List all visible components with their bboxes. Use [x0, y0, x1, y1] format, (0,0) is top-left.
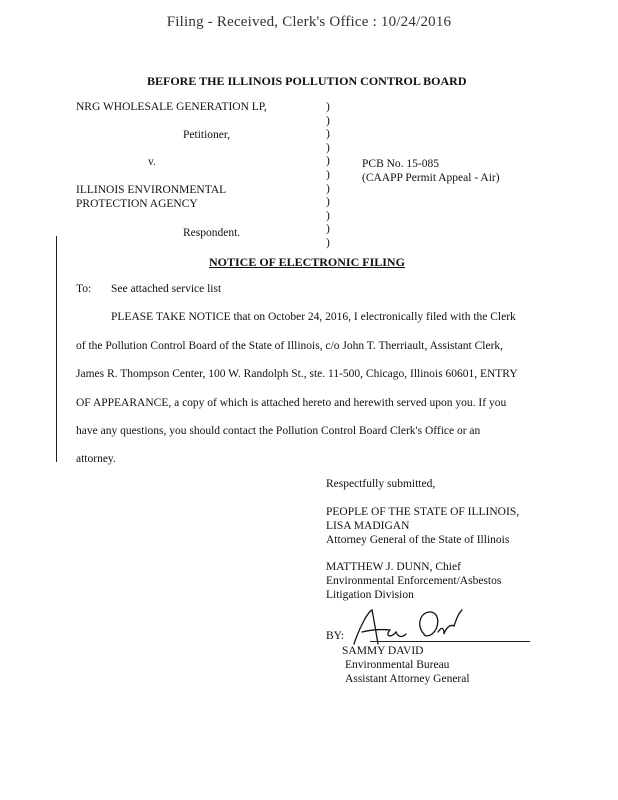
body-line: have any questions, you should contact the Pollution Control Board Clerk's Office or an: [76, 425, 481, 437]
case-type: (CAAPP Permit Appeal - Air): [362, 172, 500, 184]
margin-rule: [56, 236, 57, 462]
respondent-name-line1: ILLINOIS ENVIRONMENTAL: [76, 184, 227, 196]
petitioner-label: Petitioner,: [183, 129, 231, 141]
party-line1: PEOPLE OF THE STATE OF ILLINOIS,: [326, 506, 520, 518]
signer-dept: Environmental Bureau: [345, 659, 450, 671]
respondent-label: Respondent.: [183, 227, 241, 239]
respondent-name-line2: PROTECTION AGENCY: [76, 198, 198, 210]
caption-parentheses: ) ) ) ) ) ) ) ) ) ) ): [326, 101, 330, 249]
body-line: of the Pollution Control Board of the State of Illinois, c/o John T. Therriault, Assistant Clerk,: [76, 340, 504, 352]
party-line3: Attorney General of the State of Illinois: [326, 534, 510, 546]
court-heading: BEFORE THE ILLINOIS POLLUTION CONTROL BOARD: [147, 74, 467, 88]
party-line2: LISA MADIGAN: [326, 520, 410, 532]
signer-name: SAMMY DAVID: [342, 645, 424, 657]
to-text: See attached service list: [111, 283, 222, 295]
signer-title: Assistant Attorney General: [345, 673, 470, 685]
versus-label: v.: [148, 156, 156, 168]
body-line: James R. Thompson Center, 100 W. Randolph St., ste. 11-500, Chicago, Illinois 60601, ENTRY: [76, 368, 518, 380]
by-label: BY:: [326, 630, 345, 642]
body-line: PLEASE TAKE NOTICE that on October 24, 2016, I electronically filed with the Clerk: [111, 311, 516, 323]
chief-line1: MATTHEW J. DUNN, Chief: [326, 561, 461, 573]
chief-line3: Litigation Division: [326, 589, 414, 601]
petitioner-name: NRG WHOLESALE GENERATION LP,: [76, 101, 267, 113]
case-number: PCB No. 15-085: [362, 158, 439, 170]
notice-title: NOTICE OF ELECTRONIC FILING: [209, 255, 405, 269]
to-label: To:: [76, 283, 92, 295]
body-line: OF APPEARANCE, a copy of which is attached hereto and herewith served upon you. If you: [76, 397, 507, 409]
body-line: attorney.: [76, 453, 116, 465]
closing-text: Respectfully submitted,: [326, 478, 436, 490]
chief-line2: Environmental Enforcement/Asbestos: [326, 575, 502, 587]
filing-stamp: Filing - Received, Clerk's Office : 10/24/2016: [166, 14, 452, 30]
